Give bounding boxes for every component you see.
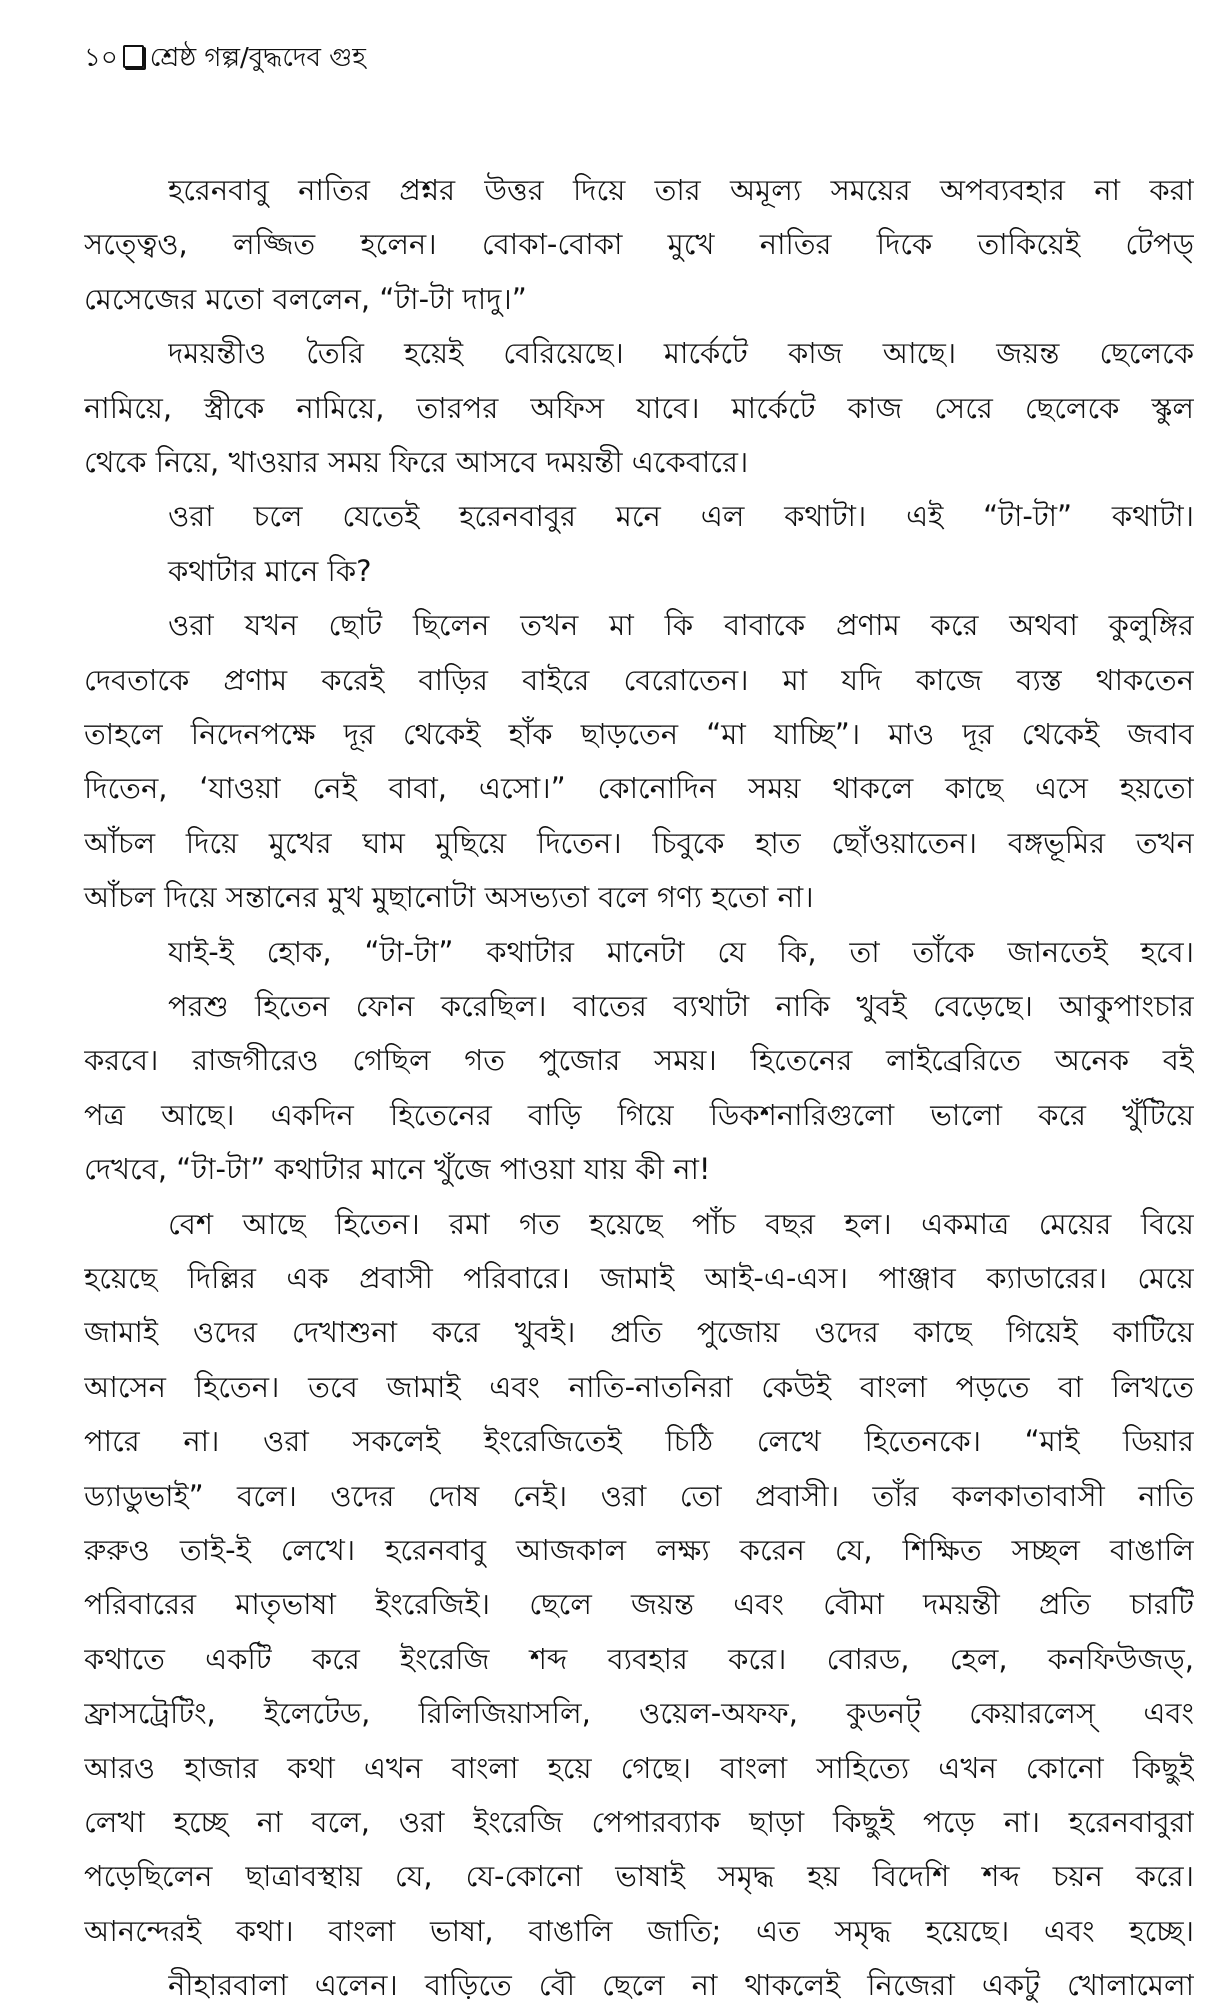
text-line: দিতেন, ‘যাওয়া নেই বাবা, এসো।” কোনোদিন সময় থাকলে কাছে এসে হয়তো <box>84 771 1194 806</box>
text-line: নামিয়ে, স্ত্রীকে নামিয়ে, তারপর অফিস যাবে। মার্কেটে কাজ সেরে ছেলেকে স্কুল <box>84 390 1194 425</box>
text-line: ফ্রাসট্রেটিং, ইলেটেড, রিলিজিয়াসলি, ওয়েল-অফফ, কুডনট্ কেয়ারলেস্ এবং <box>84 1696 1194 1731</box>
text-line: দেবতাকে প্রণাম করেই বাড়ির বাইরে বেরোতেন। মা যদি কাজে ব্যস্ত থাকতেন <box>84 662 1194 697</box>
text-line: হরেনবাবু নাতির প্রশ্নর উত্তর দিয়ে তার অমূল্য সময়ের অপব্যবহার না করা <box>168 173 1194 207</box>
text-line: তাহলে নিদেনপক্ষে দূর থেকেই হাঁক ছাড়তেন “মা যাচ্ছি”। মাও দূর থেকেই জবাব <box>84 717 1194 751</box>
text-line: পত্র আছে। একদিন হিতেনের বাড়ি গিয়ে ডিকশনারিগুলো ভালো করে খুঁটিয়ে <box>84 1097 1194 1132</box>
text-line: আনন্দেরই কথা। বাংলা ভাষা, বাঙালি জাতি; এত সমৃদ্ধ হয়েছে। এবং হচ্ছে। <box>84 1913 1194 1948</box>
text-line: ওরা চলে যেতেই হরেনবাবুর মনে এল কথাটা। এই “টা-টা” কথাটা। <box>168 499 1194 534</box>
book-title-author: শ্রেষ্ঠ গল্প/বুদ্ধদেব গুহ <box>149 43 366 73</box>
text-line: পরশু হিতেন ফোন করেছিল। বাতের ব্যথাটা নাকি খুবই বেড়েছে। আকুপাংচার <box>168 989 1194 1023</box>
square-box-icon <box>123 45 144 68</box>
text-line: যাই-ই হোক, “টা-টা” কথাটার মানেটা যে কি, তা তাঁকে জানতেই হবে। <box>168 934 1194 969</box>
text-line: লেখা হচ্ছে না বলে, ওরা ইংরেজি পেপারব্যাক ছাড়া কিছুই পড়ে না। হরেনবাবুরা <box>84 1805 1194 1839</box>
text-line: বেশ আছে হিতেন। রমা গত হয়েছে পাঁচ বছর হল। একমাত্র মেয়ের বিয়ে <box>168 1206 1194 1241</box>
text-line: আঁচল দিয়ে মুখের ঘাম মুছিয়ে দিতেন। চিবুকে হাত ছোঁওয়াতেন। বঙ্গভূমির তখন <box>84 825 1194 860</box>
text-line: রুরুও তাই-ই লেখে। হরেনবাবু আজকাল লক্ষ্য করেন যে, শিক্ষিত সচ্ছল বাঙালি <box>84 1533 1194 1567</box>
text-line: মেসেজের মতো বললেন, “টা-টা দাদু।” <box>84 281 527 316</box>
text-line: আরও হাজার কথা এখন বাংলা হয়ে গেছে। বাংলা সাহিত্যে এখন কোনো কিছুই <box>84 1750 1194 1785</box>
text-line: ড্যাডুভাই” বলে। ওদের দোষ নেই। ওরা তো প্রবাসী। তাঁর কলকাতাবাসী নাতি <box>84 1478 1194 1513</box>
text-line: হয়েছে দিল্লির এক প্রবাসী পরিবারে। জামাই আই-এ-এস। পাঞ্জাব ক্যাডারের। মেয়ে <box>84 1261 1194 1295</box>
text-line: আসেন হিতেন। তবে জামাই এবং নাতি-নাতনিরা কেউই বাংলা পড়তে বা লিখতে <box>84 1369 1194 1404</box>
text-line: কথাতে একটি করে ইংরেজি শব্দ ব্যবহার করে। বোরড, হেল, কনফিউজড্, <box>84 1641 1194 1676</box>
page-number: ১০ <box>84 43 118 73</box>
text-line: নীহারবালা এলেন। বাড়িতে বৌ ছেলে না থাকলেই নিজেরা একটু খোলামেলা <box>168 1968 1194 2003</box>
text-line: পরিবারের মাতৃভাষা ইংরেজিই। ছেলে জয়ন্ত এবং বৌমা দময়ন্তী প্রতি চারটি <box>84 1587 1194 1622</box>
text-line: করবে। রাজগীরেও গেছিল গত পুজোর সময়। হিতেনের লাইব্রেরিতে অনেক বই <box>84 1043 1194 1078</box>
text-line: জামাই ওদের দেখাশুনা করে খুবই। প্রতি পুজোয় ওদের কাছে গিয়েই কাটিয়ে <box>84 1315 1194 1350</box>
text-line: সত্ত্বেও, লজ্জিত হলেন। বোকা-বোকা মুখে নাতির দিকে তাকিয়েই টেপড্ <box>84 227 1194 262</box>
text-line: থেকে নিয়ে, খাওয়ার সময় ফিরে আসবে দময়ন্তী একেবারে। <box>84 445 749 479</box>
text-line: আঁচল দিয়ে সন্তানের মুখ মুছানোটা অসভ্যতা বলে গণ্য হতো না। <box>84 880 814 915</box>
text-line: কথাটার মানে কি? <box>168 553 372 588</box>
text-line: পড়েছিলেন ছাত্রাবস্থায় যে, যে-কোনো ভাষাই সমৃদ্ধ হয় বিদেশি শব্দ চয়ন করে। <box>84 1859 1194 1894</box>
text-line: দেখবে, “টা-টা” কথাটার মানে খুঁজে পাওয়া যায় কী না! <box>84 1152 711 1187</box>
text-line: ওরা যখন ছোট ছিলেন তখন মা কি বাবাকে প্রণাম করে অথবা কুলুঙ্গির <box>168 608 1194 643</box>
text-line: দময়ন্তীও তৈরি হয়েই বেরিয়েছে। মার্কেটে কাজ আছে। জয়ন্ত ছেলেকে <box>168 336 1194 371</box>
text-line: পারে না। ওরা সকলেই ইংরেজিতেই চিঠি লেখে হিতেনকে। “মাই ডিয়ার <box>84 1424 1194 1459</box>
running-header <box>84 40 366 76</box>
